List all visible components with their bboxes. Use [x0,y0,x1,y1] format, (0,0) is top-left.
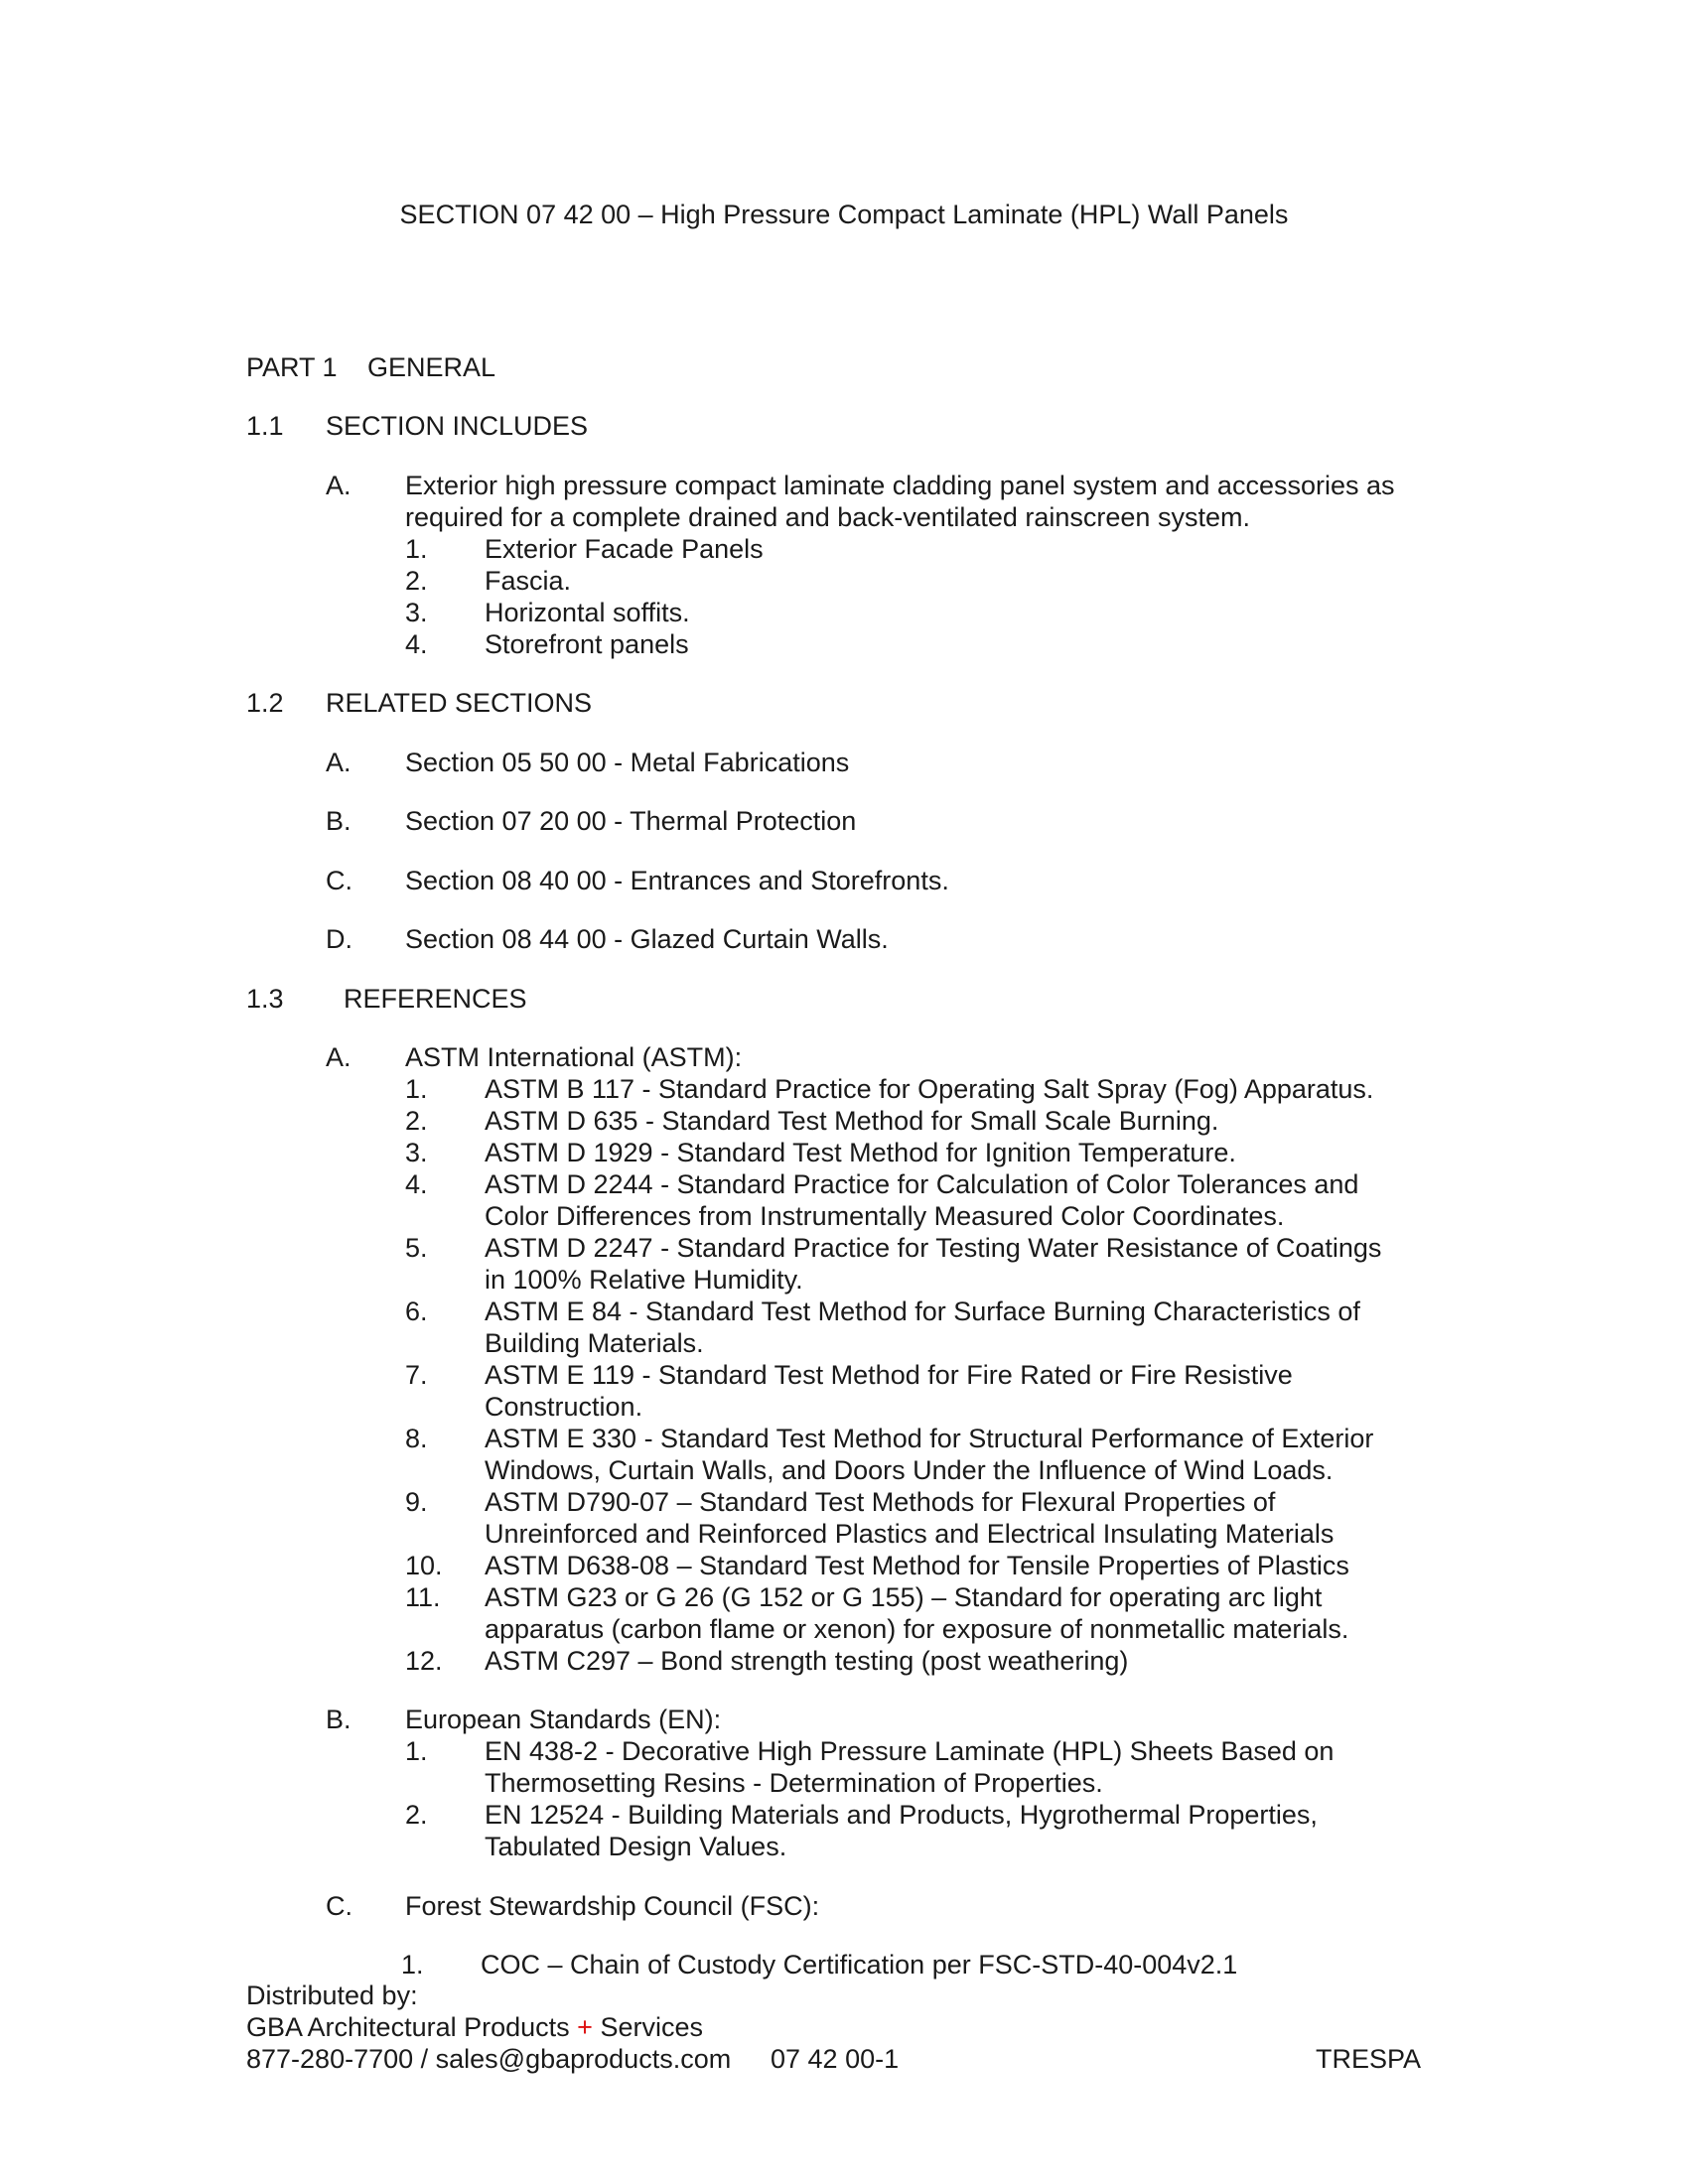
reference-item-cont: Tabulated Design Values. [485,1832,787,1861]
list-number: 2. [405,1800,428,1830]
plus-sign: + [577,2012,593,2042]
reference-item: ASTM E 84 - Standard Test Method for Surface Burning Characteristics of [485,1297,1360,1326]
list-number: 12. [405,1646,443,1676]
reference-group-heading: Forest Stewardship Council (FSC): [405,1891,820,1921]
list-number: 3. [405,1138,428,1167]
section-1-3-number: 1.3 [246,984,284,1014]
reference-item: ASTM D 1929 - Standard Test Method for Ignition Temperature. [485,1138,1236,1167]
list-number: 1. [405,534,428,564]
related-section: Section 05 50 00 - Metal Fabrications [405,748,850,777]
list-number: 6. [405,1297,428,1326]
reference-item: EN 438-2 - Decorative High Pressure Laminate (HPL) Sheets Based on [485,1736,1335,1766]
item-letter: B. [326,1705,352,1734]
part-number: PART 1 [246,352,338,382]
reference-item: EN 12524 - Building Materials and Products, Hygrothermal Properties, [485,1800,1318,1830]
list-number: 4. [405,1169,428,1199]
item-letter: A. [326,748,352,777]
reference-group-heading: ASTM International (ASTM): [405,1042,743,1072]
list-number: 1. [405,1736,428,1766]
reference-item-cont: Thermosetting Resins - Determination of Properties. [485,1768,1103,1798]
reference-item: ASTM D 2244 - Standard Practice for Calculation of Color Tolerances and [485,1169,1359,1199]
section-1-1-heading: SECTION INCLUDES [326,411,589,441]
list-number: 1. [401,1950,424,1979]
item-letter: C. [326,1891,352,1921]
reference-item: COC – Chain of Custody Certification per FSC-STD-40-004v2.1 [481,1950,1238,1979]
reference-item: ASTM E 330 - Standard Test Method for Structural Performance of Exterior [485,1424,1374,1453]
reference-item-cont: Windows, Curtain Walls, and Doors Under the Influence of Wind Loads. [485,1455,1334,1485]
list-item: Storefront panels [485,629,689,659]
list-item: Horizontal soffits. [485,598,690,627]
item-letter: B. [326,806,352,836]
reference-item: ASTM E 119 - Standard Test Method for Fire Rated or Fire Resistive [485,1360,1293,1390]
company-name-b: Services [592,2012,703,2042]
related-section: Section 08 40 00 - Entrances and Storefronts. [405,866,949,895]
reference-item-cont: Building Materials. [485,1328,704,1358]
page-title: SECTION 07 42 00 – High Pressure Compact Laminate (HPL) Wall Panels [399,200,1289,229]
reference-item: ASTM D638-08 – Standard Test Method for Tensile Properties of Plastics [485,1551,1349,1580]
item-letter: D. [326,924,352,954]
list-number: 3. [405,598,428,627]
list-number: 10. [405,1551,443,1580]
list-item: Exterior Facade Panels [485,534,764,564]
footer-company [246,2011,703,2043]
item-letter: C. [326,866,352,895]
list-number: 11. [405,1582,441,1612]
reference-item: ASTM G23 or G 26 (G 152 or G 155) – Standard for operating arc light [485,1582,1323,1612]
reference-item-cont: apparatus (carbon flame or xenon) for exposure of nonmetallic materials. [485,1614,1349,1644]
paragraph-line: required for a complete drained and back-ventilated rainscreen system. [405,502,1250,532]
paragraph-line: Exterior high pressure compact laminate cladding panel system and accessories as [405,471,1395,500]
reference-item-cont: Color Differences from Instrumentally Measured Color Coordinates. [485,1201,1285,1231]
reference-item: ASTM B 117 - Standard Practice for Operating Salt Spray (Fog) Apparatus. [485,1074,1374,1104]
company-name-a: GBA Architectural Products [246,2012,578,2042]
footer-brand: TRESPA [1316,2044,1422,2074]
reference-item-cont: Unreinforced and Reinforced Plastics and Electrical Insulating Materials [485,1519,1335,1549]
section-1-2-heading: RELATED SECTIONS [326,688,593,718]
list-number: 7. [405,1360,428,1390]
footer-contact: 877-280-7700 / sales@gbaproducts.com [246,2044,732,2074]
part-label: GENERAL [367,352,496,382]
list-number: 1. [405,1074,428,1104]
list-item: Fascia. [485,566,572,596]
section-1-2-number: 1.2 [246,688,284,718]
list-number: 4. [405,629,428,659]
footer-page-number: 07 42 00-1 [771,2044,900,2074]
list-number: 2. [405,1106,428,1136]
related-section: Section 07 20 00 - Thermal Protection [405,806,857,836]
item-letter: A. [326,1042,352,1072]
related-section: Section 08 44 00 - Glazed Curtain Walls. [405,924,889,954]
list-number: 8. [405,1424,428,1453]
section-1-3-heading: REFERENCES [344,984,527,1014]
reference-item: ASTM D 2247 - Standard Practice for Testing Water Resistance of Coatings [485,1233,1382,1263]
list-number: 9. [405,1487,428,1517]
section-1-1-number: 1.1 [246,411,284,441]
list-number: 5. [405,1233,428,1263]
list-number: 2. [405,566,428,596]
reference-item-cont: Construction. [485,1392,643,1422]
reference-item: ASTM D790-07 – Standard Test Methods for Flexural Properties of [485,1487,1276,1517]
reference-group-heading: European Standards (EN): [405,1705,722,1734]
footer-distributed: Distributed by: [246,1980,418,2010]
item-letter: A. [326,471,352,500]
reference-item-cont: in 100% Relative Humidity. [485,1265,803,1295]
reference-item: ASTM C297 – Bond strength testing (post weathering) [485,1646,1129,1676]
reference-item: ASTM D 635 - Standard Test Method for Small Scale Burning. [485,1106,1219,1136]
